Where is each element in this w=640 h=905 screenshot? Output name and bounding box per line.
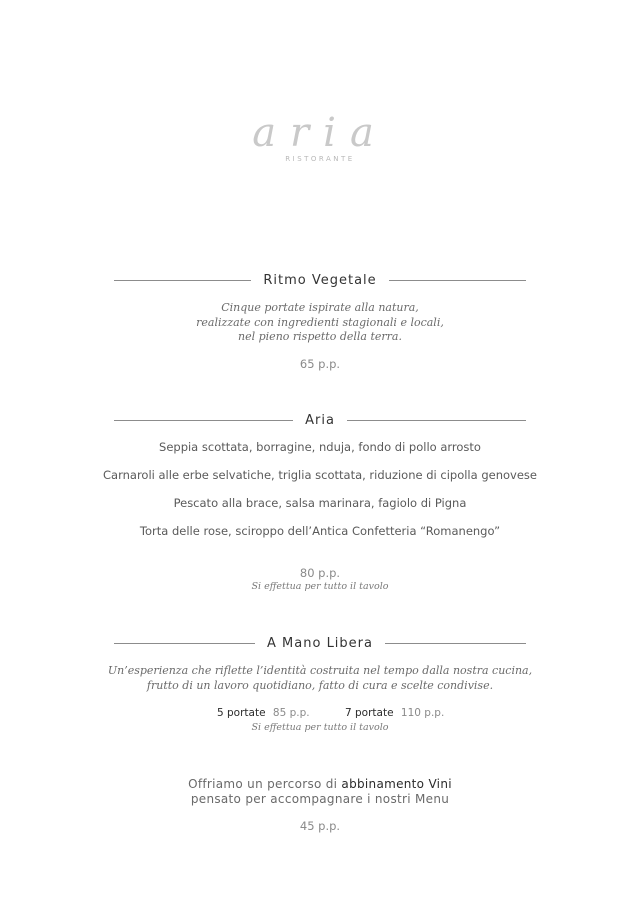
- aria-note: Si effettua per tutto il tavolo: [251, 581, 389, 592]
- divider-right: [347, 420, 526, 421]
- wine-pairing-line-2: pensato per accompagnare i nostri Menu: [190, 792, 450, 806]
- mano-description-line-1: Un’esperienza che riflette l’identità costruita nel tempo dalla nostra cucina,: [107, 664, 533, 677]
- aria-price: 80 p.p.: [299, 566, 341, 580]
- aria-dish-1: Seppia scottata, borragine, nduja, fondo di pollo arrosto: [159, 440, 481, 454]
- aria-dish-4: Torta delle rose, sciroppo dell’Antica Confetteria “Romanengo”: [139, 524, 501, 538]
- divider-left: [114, 280, 251, 281]
- aria-dish-2: Carnaroli alle erbe selvatiche, triglia scottata, riduzione di cipolla genovese: [103, 468, 537, 482]
- divider-left: [114, 420, 293, 421]
- section-title: Ritmo Vegetale: [263, 272, 377, 288]
- divider-right: [385, 643, 526, 644]
- mano-description-line-2: frutto di un lavoro quotidiano, fatto di cura e scelte condivise.: [146, 679, 494, 692]
- option-label: 5 portate: [217, 707, 266, 719]
- section-heading-a-mano-libera: [114, 633, 526, 653]
- section-title: A Mano Libera: [267, 635, 373, 651]
- option-price: 110 p.p.: [400, 707, 445, 719]
- divider-left: [114, 643, 255, 644]
- aria-dish-3: Pescato alla brace, salsa marinara, fagiolo di Pigna: [173, 496, 467, 510]
- section-title: Aria: [305, 412, 335, 428]
- wine-highlight: abbinamento Vini: [341, 777, 452, 791]
- logo-subtitle: RISTORANTE: [285, 155, 355, 163]
- mano-option-7: [345, 707, 444, 719]
- ritmo-price: 65 p.p.: [299, 357, 341, 371]
- option-label: 7 portate: [345, 707, 394, 719]
- wine-price: 45 p.p.: [299, 819, 341, 833]
- mano-option-5: [217, 707, 310, 719]
- section-heading-ritmo-vegetale: [114, 270, 526, 290]
- section-heading-aria: [114, 410, 526, 430]
- wine-pairing-line-1: [0, 777, 640, 791]
- ritmo-description-line-3: nel pieno rispetto della terra.: [238, 330, 402, 343]
- logo: aria: [252, 110, 388, 156]
- mano-note: Si effettua per tutto il tavolo: [251, 722, 389, 733]
- wine-prefix: Offriamo un percorso di: [188, 777, 342, 791]
- divider-right: [389, 280, 526, 281]
- ritmo-description-line-1: Cinque portate ispirate alla natura,: [221, 301, 419, 314]
- ritmo-description-line-2: realizzate con ingredienti stagionali e locali,: [196, 316, 444, 329]
- option-price: 85 p.p.: [272, 707, 310, 719]
